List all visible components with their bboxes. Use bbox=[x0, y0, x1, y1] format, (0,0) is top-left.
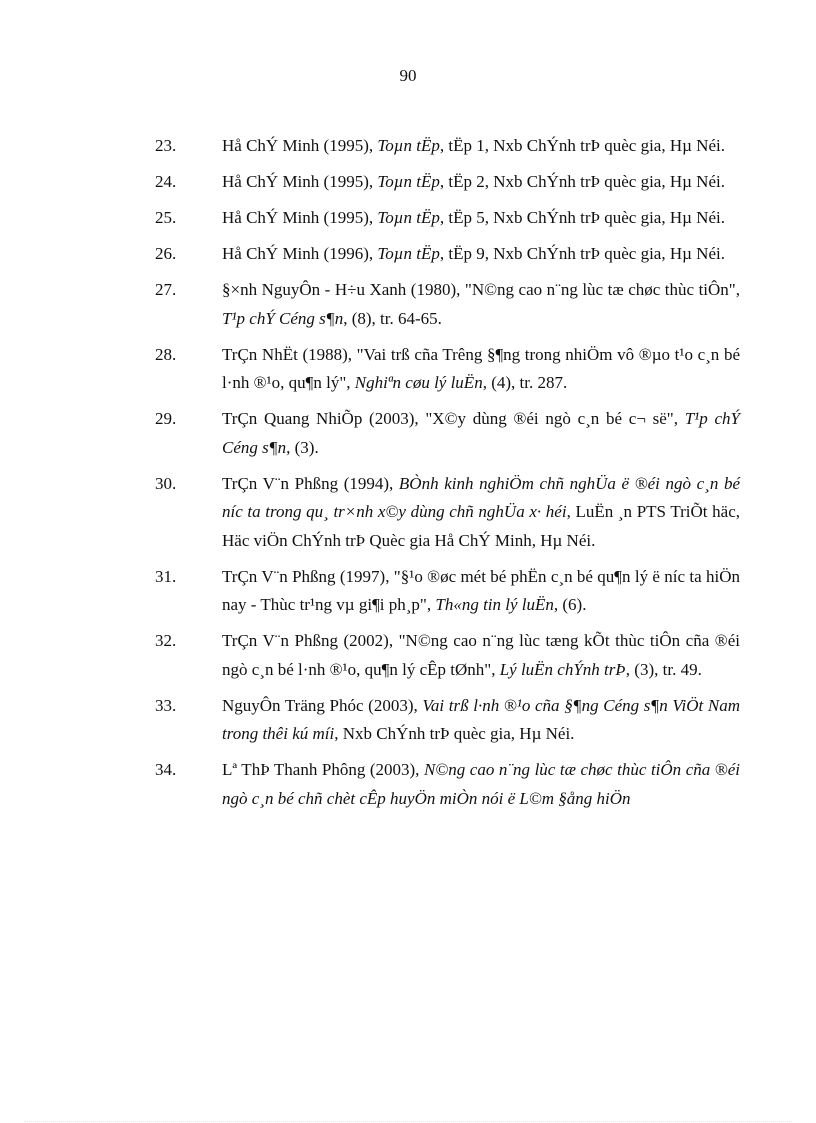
reference-number: 25. bbox=[155, 208, 177, 227]
reference-number: 30. bbox=[155, 473, 177, 493]
page-number: 90 bbox=[399, 66, 417, 85]
reference-title: Toµn tËp bbox=[377, 136, 440, 155]
reference-title: Lý luËn chÝnh trÞ bbox=[499, 659, 626, 679]
reference-text: Hå ChÝ Minh (1995), bbox=[222, 208, 378, 227]
reference-number: 27. bbox=[155, 280, 177, 299]
reference-list bbox=[155, 132, 740, 821]
reference-number: 23. bbox=[155, 136, 177, 155]
reference-text: Hå ChÝ Minh (1995), bbox=[222, 136, 378, 155]
reference-item bbox=[155, 341, 740, 398]
reference-text: Hå ChÝ Minh (1996), bbox=[222, 244, 378, 263]
reference-details: , tËp 2, Nxb ChÝnh trÞ quèc gia, Hµ Néi. bbox=[439, 172, 725, 191]
reference-item bbox=[155, 756, 740, 813]
reference-text: Lª ThÞ Thanh Phông (2003), bbox=[222, 760, 424, 779]
reference-item bbox=[155, 470, 740, 556]
reference-details: , LuËn ¸n PTS TriÕt häc, Häc viÖn ChÝnh trÞ Quèc gia Hå ChÝ Minh, Hµ Néi. bbox=[222, 502, 740, 550]
reference-text: TrÇn V¨n Phßng (2002), "N©ng cao n¨ng lùc tæng kÕt thùc tiÔn cña ®éi ngò c¸n bé l·nh ®¹o, qu¶n lý cÊp tØnh", bbox=[222, 631, 740, 679]
reference-details: , Nxb ChÝnh trÞ quèc gia, Hµ Néi. bbox=[334, 724, 575, 743]
reference-title: Toµn tËp bbox=[377, 244, 440, 263]
reference-text: TrÇn V¨n Phßng (1997), "§¹o ®øc mét bé phËn c¸n bé qu¶n lý ë níc ta hiÖn nay - Thùc tr¹ng vµ gi¶i ph¸p", bbox=[222, 566, 740, 614]
reference-text: NguyÔn Träng Phóc (2003), bbox=[222, 695, 423, 715]
reference-title: N©ng cao n¨ng lùc tæ chøc thùc tiÔn cña ®éi ngò c¸n bé chñ chèt cÊp huyÖn miÒn nói ë L©m §ång hiÖn bbox=[222, 760, 740, 808]
reference-details: , tËp 9, Nxb ChÝnh trÞ quèc gia, Hµ Néi. bbox=[439, 244, 725, 263]
reference-text: TrÇn NhËt (1988), "Vai trß cña Trêng §¶ng trong nhiÖm vô ®µo t¹o c¸n bé l·nh ®¹o, qu¶n lý", bbox=[222, 344, 740, 392]
reference-number: 33. bbox=[155, 695, 177, 715]
reference-item bbox=[155, 132, 740, 161]
page-bottom-rule bbox=[24, 1121, 792, 1122]
reference-item bbox=[155, 168, 740, 197]
reference-title: T¹p chÝ Céng s¶n bbox=[222, 308, 344, 328]
reference-number: 29. bbox=[155, 409, 177, 428]
reference-text: TrÇn V¨n Phßng (1994), bbox=[222, 473, 399, 493]
reference-details: , (3), tr. 49. bbox=[625, 659, 702, 679]
reference-title: BÒnh kinh nghiÖm chñ nghÜa ë ®éi ngò c¸n bé níc ta trong qu¸ tr×nh x©y dùng chñ nghÜa x· héi bbox=[222, 473, 740, 521]
reference-number: 31. bbox=[155, 566, 177, 586]
reference-item bbox=[155, 405, 740, 462]
reference-title: Toµn tËp bbox=[377, 172, 440, 191]
reference-title: Th«ng tin lý luËn bbox=[435, 595, 554, 614]
reference-item bbox=[155, 276, 740, 333]
reference-item bbox=[155, 627, 740, 684]
reference-number: 34. bbox=[155, 760, 177, 779]
reference-title: Nghiªn cøu lý luËn bbox=[354, 373, 483, 392]
reference-text: §×nh NguyÔn - H÷u Xanh (1980), "N©ng cao n¨ng lùc tæ chøc thùc tiÔn", bbox=[222, 280, 740, 299]
reference-title: T¹p chÝ Céng s¶n bbox=[222, 409, 740, 457]
reference-item bbox=[155, 204, 740, 233]
reference-item bbox=[155, 692, 740, 749]
reference-details: , tËp 1, Nxb ChÝnh trÞ quèc gia, Hµ Néi. bbox=[439, 136, 725, 155]
reference-number: 28. bbox=[155, 344, 177, 364]
reference-item bbox=[155, 240, 740, 269]
reference-details: , (6). bbox=[553, 595, 587, 614]
reference-text: TrÇn Quang NhiÕp (2003), "X©y dùng ®éi ngò c¸n bé c¬ së", bbox=[222, 409, 685, 428]
reference-details: , tËp 5, Nxb ChÝnh trÞ quèc gia, Hµ Néi. bbox=[439, 208, 725, 227]
reference-title: Toµn tËp bbox=[377, 208, 440, 227]
reference-details: , (8), tr. 64-65. bbox=[343, 308, 442, 328]
reference-number: 32. bbox=[155, 631, 177, 650]
reference-text: Hå ChÝ Minh (1995), bbox=[222, 172, 378, 191]
reference-details: , (3). bbox=[286, 437, 319, 457]
reference-title: Vai trß l·nh ®¹o cña §¶ng Céng s¶n ViÖt Nam trong thêi kú míi bbox=[222, 695, 741, 743]
reference-number: 26. bbox=[155, 244, 177, 263]
reference-item bbox=[155, 563, 740, 620]
reference-number: 24. bbox=[155, 172, 177, 191]
reference-details: , (4), tr. 287. bbox=[482, 373, 568, 392]
